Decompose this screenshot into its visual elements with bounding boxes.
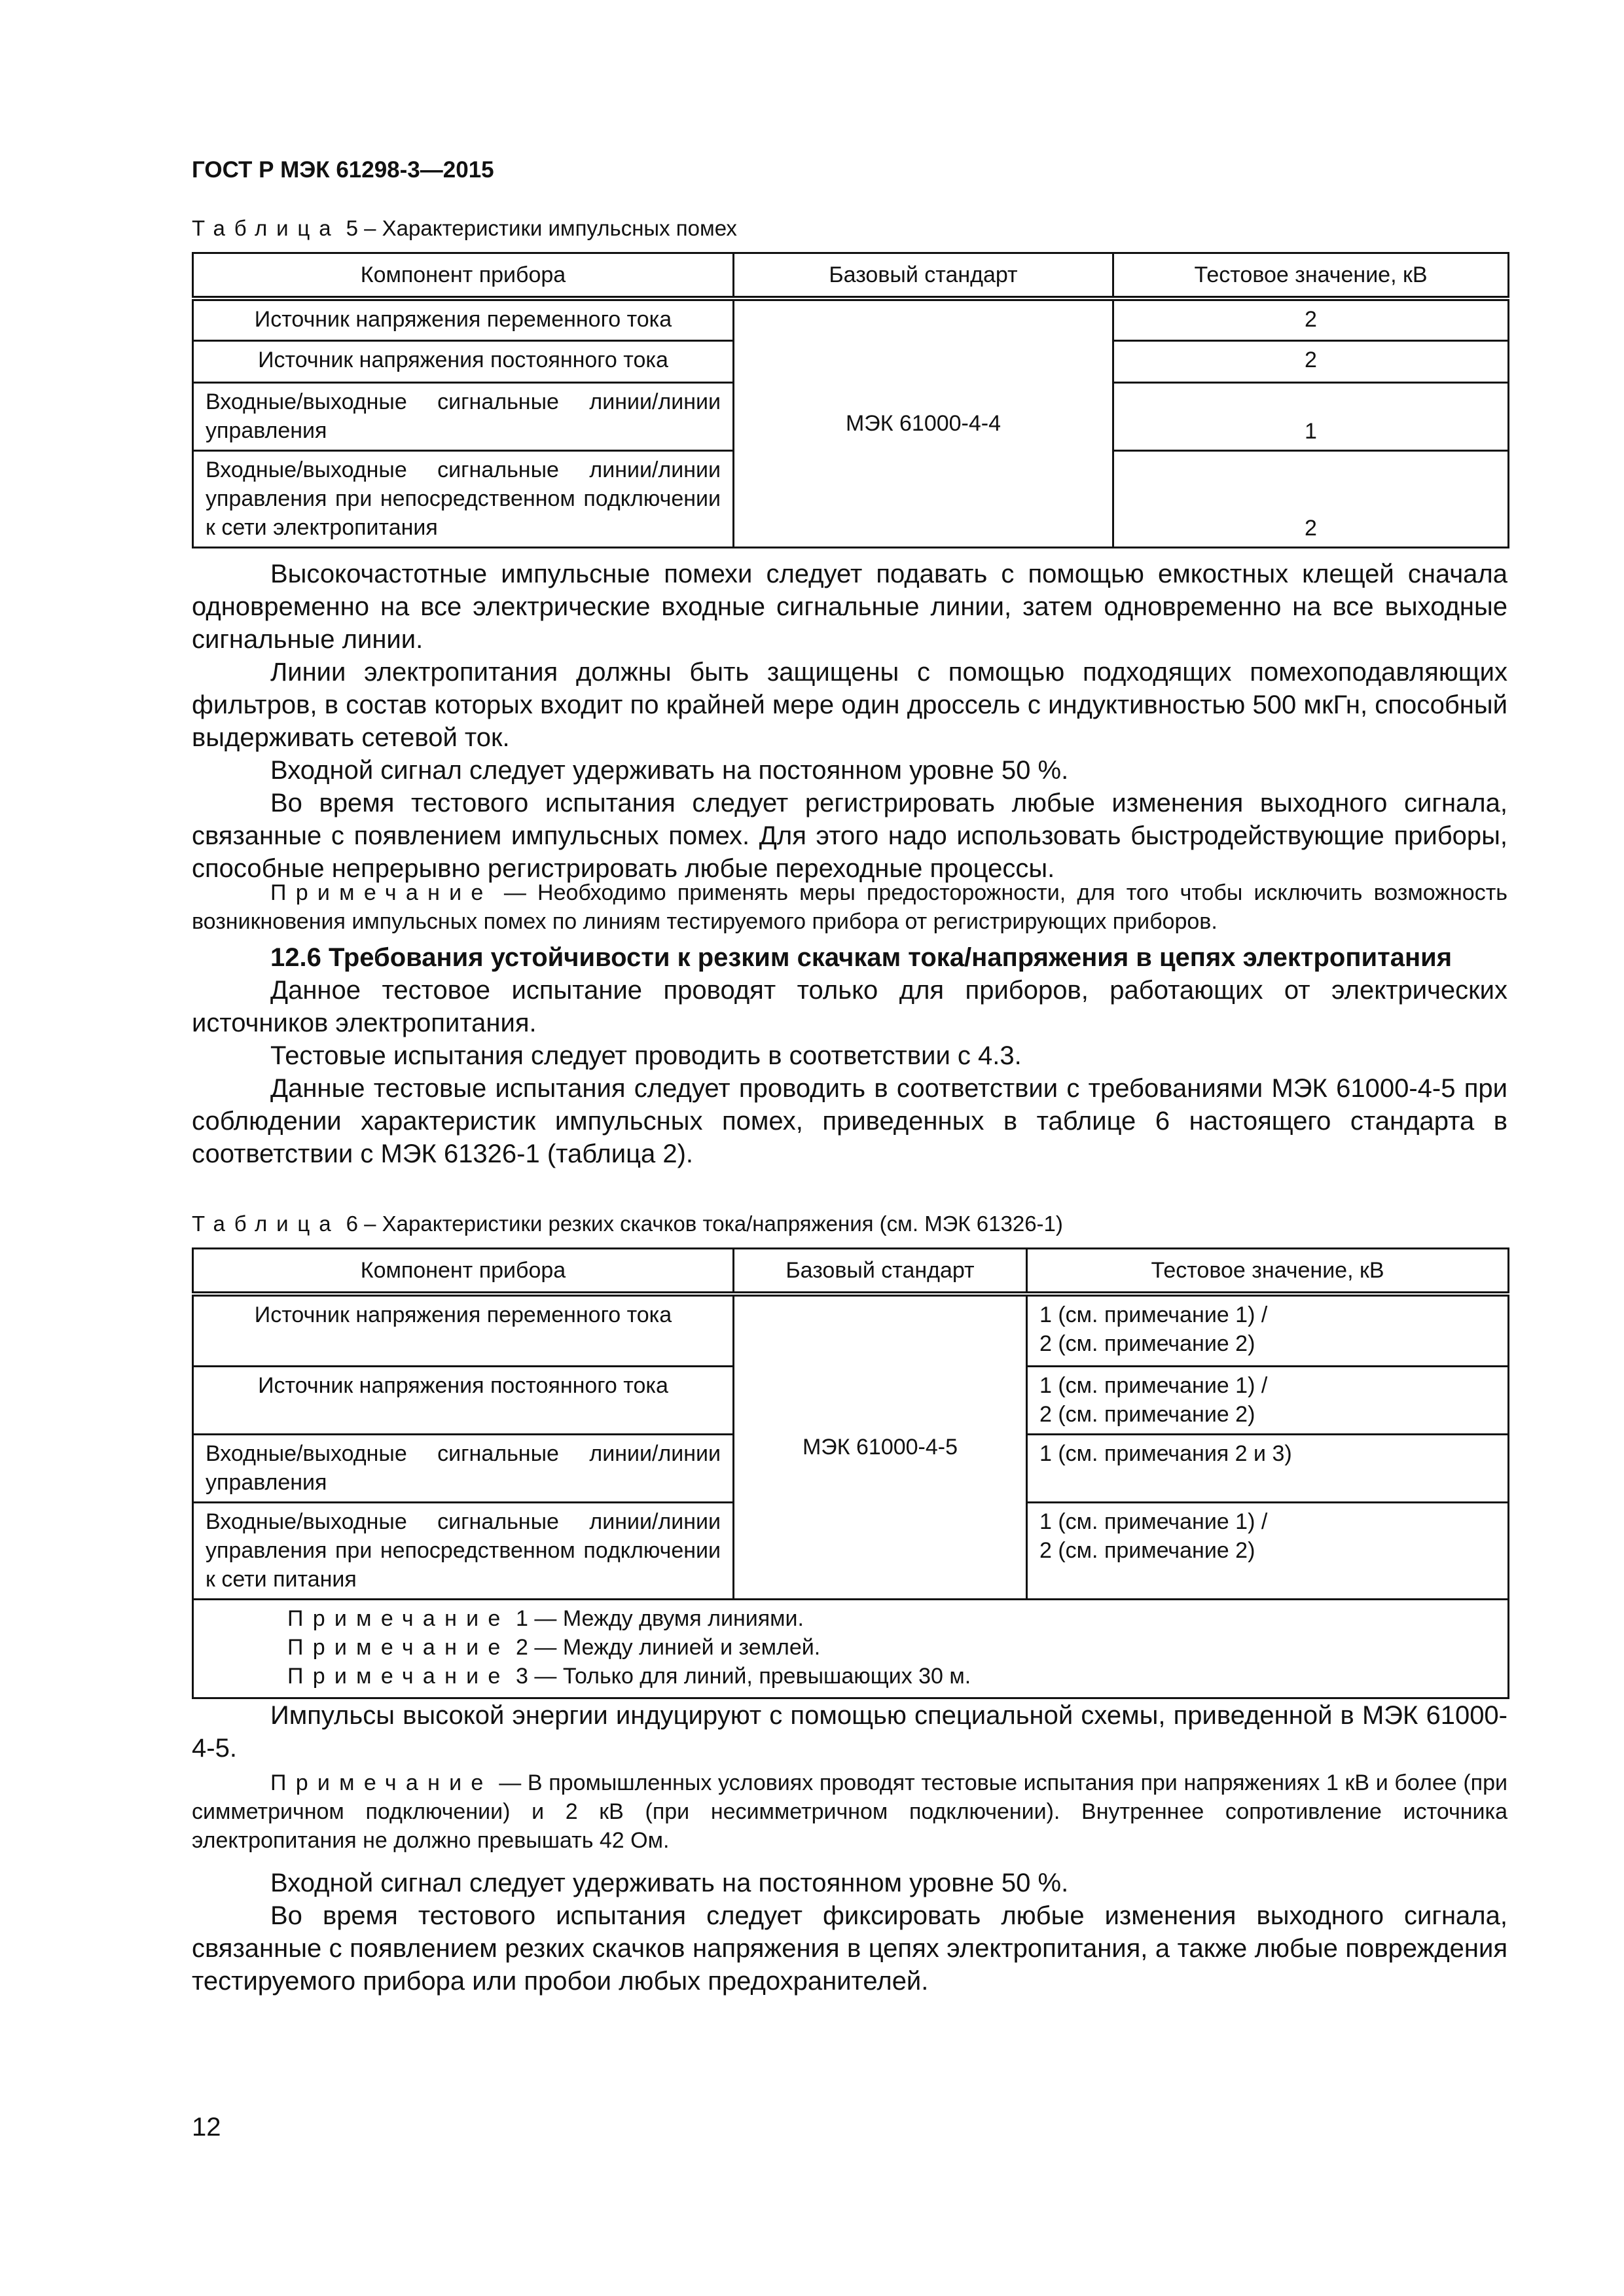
table5-component: Входные/выходные сигнальные линии/линии управления	[193, 382, 734, 450]
table5-standard: МЭК 61000-4-4	[734, 298, 1113, 547]
table5-component: Входные/выходные сигнальные линии/линии управления при непосредственном подключении к сети электропитания	[193, 450, 734, 547]
table6-value-line: 2 (см. примечание 2)	[1039, 1331, 1255, 1356]
table6-caption-text: 6 – Характеристики резких скачков тока/напряжения (см. МЭК 61326-1)	[340, 1211, 1063, 1236]
note-2	[192, 1768, 1507, 1855]
note-label: Примечание	[287, 1663, 510, 1689]
table5-caption	[192, 216, 737, 241]
table5-value: 2	[1113, 340, 1509, 382]
table6-value-line: 2 (см. примечание 2)	[1039, 1401, 1255, 1427]
table6-component: Источник напряжения переменного тока	[193, 1294, 734, 1366]
table6-note	[206, 1604, 1496, 1633]
note-text: 2 — Между линией и землей.	[509, 1634, 821, 1660]
table6-value	[1027, 1366, 1509, 1434]
table6-value	[1027, 1294, 1509, 1366]
table6-value-line: 1 (см. примечания 2 и 3)	[1039, 1441, 1292, 1466]
note-text: 3 — Только для линий, превышающих 30 м.	[509, 1663, 971, 1689]
document-header: ГОСТ Р МЭК 61298-3—2015	[192, 157, 494, 183]
table6-notes-row	[193, 1599, 1509, 1698]
paragraph: Тестовые испытания следует проводить в соответствии с 4.3.	[270, 1041, 1022, 1070]
table6-component: Источник напряжения постоянного тока	[193, 1366, 734, 1434]
section-block	[192, 941, 1507, 1170]
table6-header-row	[193, 1249, 1509, 1295]
table5-header-standard: Базовый стандарт	[734, 253, 1113, 299]
note-1	[192, 878, 1507, 936]
section-heading: 12.6 Требования устойчивости к резким скачкам тока/напряжения в цепях электропитания	[270, 943, 1453, 972]
table6-value-line: 1 (см. примечание 1) /	[1039, 1302, 1268, 1327]
table5-header-component: Компонент прибора	[193, 253, 734, 299]
note-label: Примечание	[270, 880, 493, 905]
note-text: 1 — Между двумя линиями.	[509, 1605, 804, 1631]
paragraph: Данное тестовое испытание проводят только для приборов, работающих от электрических источников электропитания.	[192, 976, 1507, 1037]
note-label: Примечание	[287, 1634, 510, 1660]
body-block-3	[192, 1699, 1507, 1765]
paragraph: Во время тестового испытания следует фиксировать любые изменения выходного сигнала, связанные с появлением резких скачков напряжения в цепях электропитания, а также любые повреждения тестируемого прибора или пробои любых предохранителей.	[192, 1901, 1507, 1996]
table6-value-line: 1 (см. примечание 1) /	[1039, 1509, 1268, 1534]
table5-value: 2	[1113, 298, 1509, 340]
table6-standard: МЭК 61000-4-5	[734, 1294, 1027, 1599]
table6-header-component: Компонент прибора	[193, 1249, 734, 1295]
table5-caption-word: Таблица	[192, 216, 340, 240]
body-block-4	[192, 1867, 1507, 1998]
table6-component: Входные/выходные сигнальные линии/линии управления при непосредственном подключении к сети питания	[193, 1502, 734, 1599]
table5-header-row	[193, 253, 1509, 299]
page-number: 12	[192, 2113, 221, 2142]
table6-header-value: Тестовое значение, кВ	[1027, 1249, 1509, 1295]
table5-component: Источник напряжения постоянного тока	[193, 340, 734, 382]
note-text: — В промышленных условиях проводят тестовые испытания при напряжениях 1 кВ и более (при симметричном подключении) и 2 кВ (при несимметричном подключении). Внутреннее сопротивление источника электропитания не должно превышать 42 Ом.	[192, 1770, 1507, 1853]
table6-note	[206, 1633, 1496, 1662]
paragraph: Линии электропитания должны быть защищены с помощью подходящих помехоподавляющих фильтров, в состав которых входит по крайней мере один дроссель с индуктивностью 500 мкГн, способный выдерживать сетевой ток.	[192, 658, 1507, 752]
table6-component: Входные/выходные сигнальные линии/линии управления	[193, 1434, 734, 1502]
table6-header-standard: Базовый стандарт	[734, 1249, 1027, 1295]
table-row	[193, 1294, 1509, 1366]
table5-component: Источник напряжения переменного тока	[193, 298, 734, 340]
table6-notes	[193, 1599, 1509, 1698]
table6-value	[1027, 1434, 1509, 1502]
table6	[192, 1247, 1509, 1699]
paragraph: Данные тестовые испытания следует проводить в соответствии с требованиями МЭК 61000-4-5 при соблюдении характеристик импульсных помех, приведенных в таблице 6 настоящего стандарта в соответствии с МЭК 61326-1 (таблица 2).	[192, 1074, 1507, 1168]
table5-header-value: Тестовое значение, кВ	[1113, 253, 1509, 299]
table5-value: 1	[1113, 382, 1509, 450]
table6-caption-word: Таблица	[192, 1211, 340, 1236]
note-label: Примечание	[270, 1770, 493, 1795]
paragraph: Входной сигнал следует удерживать на постоянном уровне 50 %.	[270, 756, 1069, 785]
table5-value: 2	[1113, 450, 1509, 547]
paragraph: Импульсы высокой энергии индуцируют с помощью специальной схемы, приведенной в МЭК 61000-4-5.	[192, 1701, 1507, 1763]
table6-caption	[192, 1211, 1063, 1236]
note-label: Примечание	[287, 1605, 510, 1631]
paragraph: Входной сигнал следует удерживать на постоянном уровне 50 %.	[270, 1869, 1069, 1897]
table5	[192, 252, 1509, 548]
table-row	[193, 298, 1509, 340]
body-block-1	[192, 558, 1507, 885]
table5-caption-text: 5 – Характеристики импульсных помех	[340, 216, 737, 240]
paragraph: Во время тестового испытания следует регистрировать любые изменения выходного сигнала, связанные с появлением импульсных помех. Для этого надо использовать быстродействующие приборы, способные непрерывно регистрировать любые переходные процессы.	[192, 789, 1507, 883]
table6-value-line: 1 (см. примечание 1) /	[1039, 1372, 1268, 1398]
table6-note	[206, 1662, 1496, 1691]
note-text: — Необходимо применять меры предосторожности, для того чтобы исключить возможность возникновения импульсных помех по линиям тестируемого прибора от регистрирующих приборов.	[192, 880, 1507, 934]
table6-value-line: 2 (см. примечание 2)	[1039, 1537, 1255, 1563]
paragraph: Высокочастотные импульсные помехи следует подавать с помощью емкостных клещей сначала одновременно на все электрические входные сигнальные линии, затем одновременно на все выходные сигнальные линии.	[192, 560, 1507, 654]
table6-value	[1027, 1502, 1509, 1599]
